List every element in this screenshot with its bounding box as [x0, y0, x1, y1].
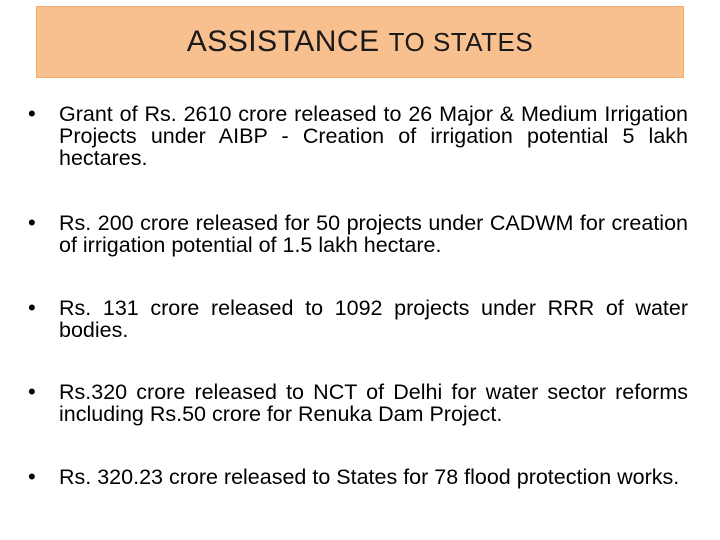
bullet-text: Rs.320 crore released to NCT of Delhi for water sector reforms including Rs.50 crore for Renuka Dam Project. [59, 380, 688, 426]
slide-title-sub: TO STATES [388, 27, 534, 57]
bullet-text: Grant of Rs. 2610 crore released to 26 Major & Medium Irrigation Projects under AIBP - Creation of irrigation potential 5 lakh hectares. [59, 102, 688, 170]
bullet-icon: • [28, 379, 36, 404]
bullet-icon: • [28, 295, 36, 320]
bullet-item [28, 297, 688, 341]
bullet-icon: • [28, 210, 36, 235]
bullet-item [28, 381, 688, 425]
bullet-text: Rs. 320.23 crore released to States for 78 flood protection works. [59, 465, 680, 489]
bullet-item [28, 103, 688, 169]
bullet-item [28, 466, 688, 488]
bullet-icon: • [28, 101, 36, 126]
bullet-icon: • [28, 464, 36, 489]
bullet-text: Rs. 131 crore released to 1092 projects under RRR of water bodies. [59, 296, 688, 342]
slide-title-main: ASSISTANCE [186, 25, 380, 58]
bullet-item [28, 212, 688, 256]
bullet-text: Rs. 200 crore released for 50 projects under CADWM for creation of irrigation potential of 1.5 lakh hectare. [59, 211, 688, 257]
